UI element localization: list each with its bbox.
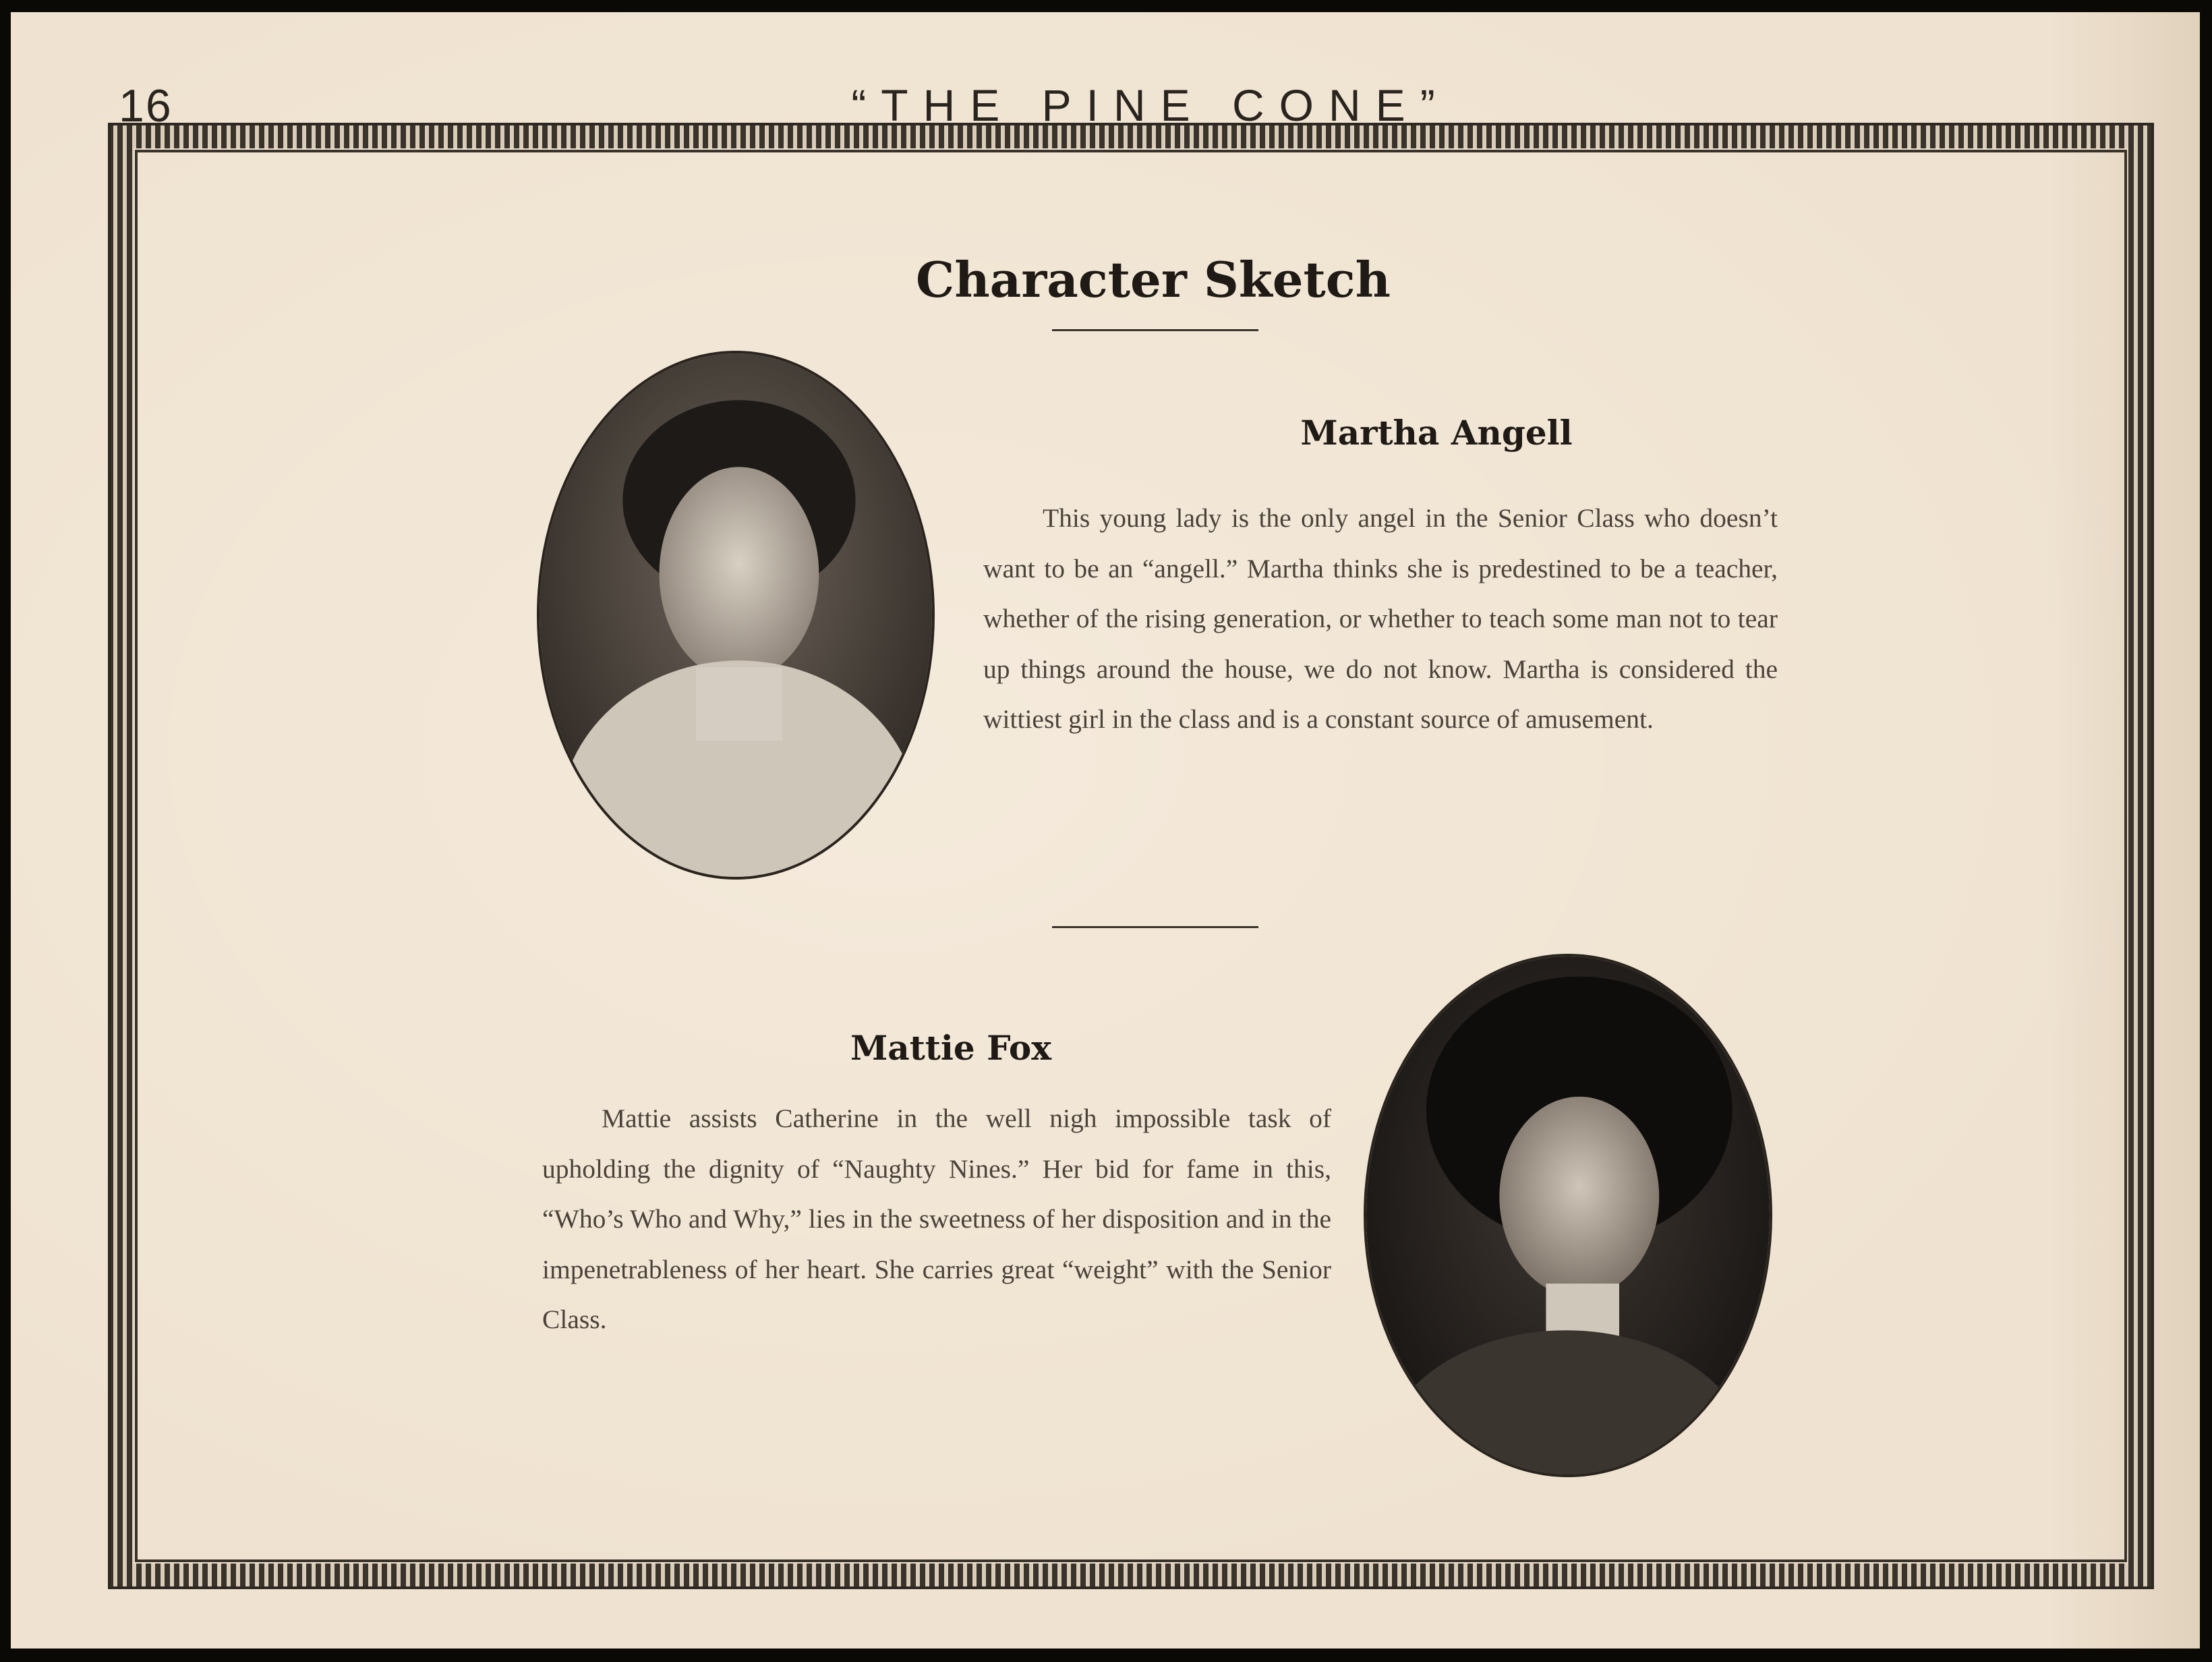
page-number: 16 [119,80,173,132]
sketch-text-mattie-fox: Mattie assists Catherine in the well nigh impossible task of upholding the dignity of “Naughty Nines.” Her bid for fame in this, “Who’s Who and Why,” lies in the sweetness of her disposition and in the impenetrableness of her heart. She carries great “weight” with the Senior Class. [542,1104,1331,1334]
running-head: “THE PINE CONE” [851,80,1450,130]
sketch-name-mattie-fox: Mattie Fox [850,1028,1052,1068]
border-inner-line [135,150,2127,1562]
page-title: Character Sketch [916,251,1391,308]
section-rule [1052,926,1258,928]
portrait-martha-angell [537,351,935,880]
sketch-name-martha-angell: Martha Angell [1300,413,1573,453]
portrait-mattie-fox [1364,954,1772,1477]
sketch-text-martha-angell: This young lady is the only angel in the Senior Class who doesn’t want to be an “angell.” Martha thinks she is predestined to be a teacher, whether of the rising generation, or whether to teach some man not to tear up things around the house, we do not know. Martha is considered the wittiest girl in the class and is a constant source of amusement. [983,503,1778,734]
title-rule [1052,329,1258,331]
